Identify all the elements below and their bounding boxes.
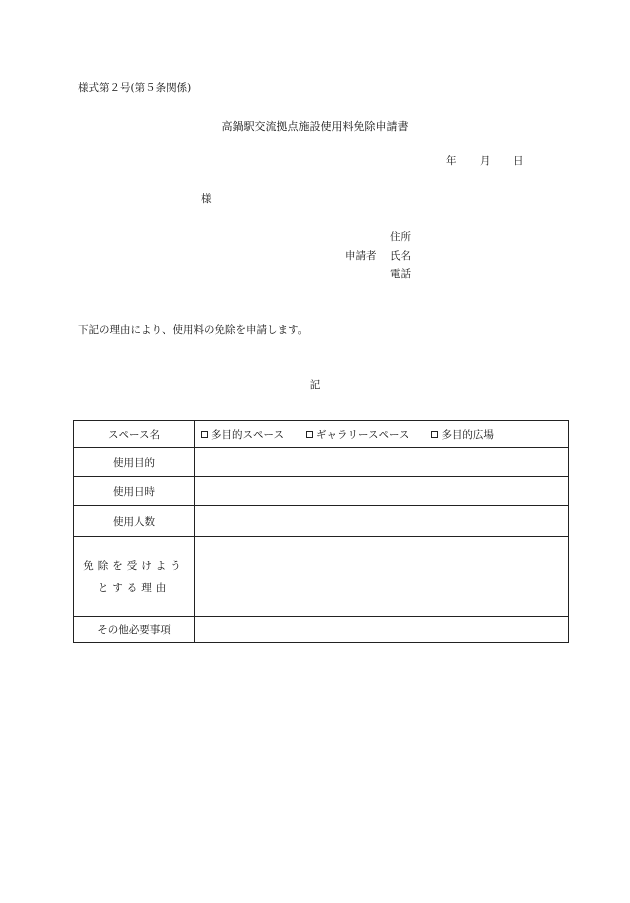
people-row xyxy=(74,506,569,537)
reason-label-line1: 免除を受けよう xyxy=(83,559,185,572)
option-label: ギャラリースペース xyxy=(315,428,410,441)
option-label: 多目的広場 xyxy=(441,428,494,441)
purpose-label: 使用目的 xyxy=(74,448,195,477)
date-month-label: 月 xyxy=(480,155,491,167)
space-row xyxy=(74,421,569,448)
body-text: 下記の理由により、使用料の免除を申請します。 xyxy=(78,324,309,336)
reason-row xyxy=(74,537,569,617)
purpose-row xyxy=(74,448,569,477)
checkbox-icon[interactable] xyxy=(306,431,313,438)
other-label: その他必要事項 xyxy=(74,617,195,643)
checkbox-icon[interactable] xyxy=(431,431,438,438)
other-row xyxy=(74,617,569,643)
option-label: 多目的スペース xyxy=(211,428,284,441)
space-option-multipurpose[interactable] xyxy=(201,427,284,442)
reason-label-line2: とする理由 xyxy=(97,581,171,594)
space-option-plaza[interactable] xyxy=(431,427,494,442)
application-table xyxy=(73,420,569,643)
space-name-label: スペース名 xyxy=(74,421,195,448)
document-title: 高鍋駅交流拠点施設使用料免除申請書 xyxy=(221,120,409,133)
form-number: 様式第２号(第５条関係) xyxy=(78,82,192,94)
datetime-field[interactable] xyxy=(195,477,569,506)
space-options-cell xyxy=(195,421,569,448)
addressee-suffix: 様 xyxy=(201,193,212,205)
purpose-field[interactable] xyxy=(195,448,569,477)
datetime-label: 使用日時 xyxy=(74,477,195,506)
applicant-label: 申請者 xyxy=(345,250,377,262)
phone-label: 電話 xyxy=(390,268,411,280)
address-label: 住所 xyxy=(390,231,411,243)
checkbox-icon[interactable] xyxy=(201,431,208,438)
reason-label xyxy=(74,537,195,617)
people-label: 使用人数 xyxy=(74,506,195,537)
space-option-gallery[interactable] xyxy=(306,427,409,442)
datetime-row xyxy=(74,477,569,506)
date-year-label: 年 xyxy=(446,155,457,167)
record-heading: 記 xyxy=(309,379,321,391)
people-field[interactable] xyxy=(195,506,569,537)
other-field[interactable] xyxy=(195,617,569,643)
name-label: 氏名 xyxy=(390,250,411,262)
reason-field[interactable] xyxy=(195,537,569,617)
date-day-label: 日 xyxy=(513,155,524,167)
